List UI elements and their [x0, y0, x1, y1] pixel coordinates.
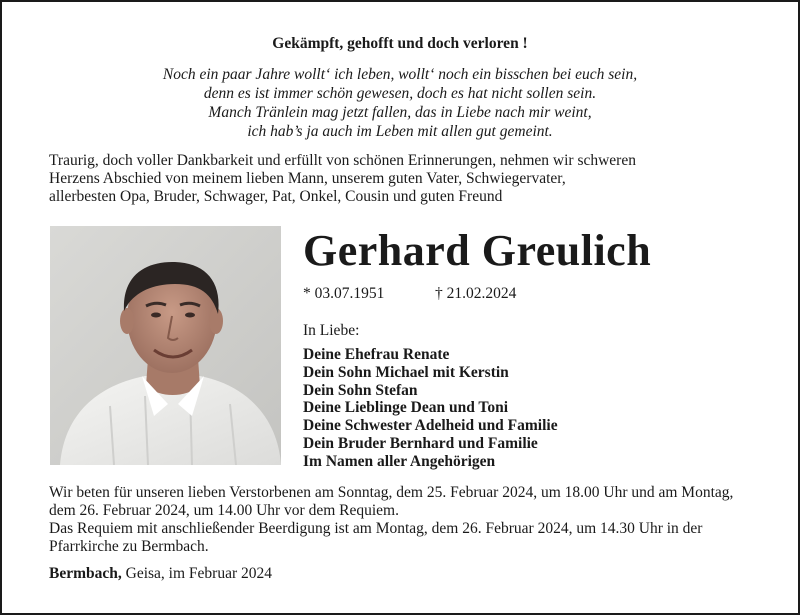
- deceased-name: Gerhard Greulich: [303, 226, 652, 275]
- mourner: Im Namen aller Angehörigen: [303, 452, 496, 470]
- in-love-label: In Liebe:: [303, 322, 360, 339]
- town: Bermbach,: [49, 565, 122, 582]
- service-info: [49, 484, 758, 556]
- death-date: † 21.02.2024: [435, 285, 517, 302]
- poem-line: Noch ein paar Jahre wollt‘ ich leben, wollt‘ noch ein bisschen bei euch sein,: [162, 66, 638, 83]
- mourners-list: [303, 346, 558, 471]
- mourner: Deine Ehefrau Renate: [303, 346, 450, 363]
- mourner: Dein Sohn Michael mit Kerstin: [303, 363, 509, 381]
- portrait-photo: [50, 226, 281, 465]
- mourner: Deine Schwester Adelheid und Familie: [303, 417, 558, 435]
- life-dates: [303, 285, 517, 303]
- poem-line: Manch Tränlein mag jetzt fallen, das in Liebe nach mir weint,: [208, 104, 592, 121]
- portrait-image: [50, 226, 281, 465]
- motto: Gekämpft, gehofft und doch verloren !: [272, 35, 528, 52]
- place-rest: Geisa, im Februar 2024: [121, 565, 272, 582]
- intro-text: [49, 152, 758, 206]
- poem: [2, 65, 798, 141]
- requiem-text: Das Requiem mit anschließender Beerdigung ist am Montag, dem 26. Februar 2024, um 14.30 Uhr in der Pfarrkirche zu Bermbach.: [49, 520, 703, 555]
- intro-line: Herzens Abschied von meinem lieben Mann, unserem guten Vater, Schwiegervater,: [49, 170, 566, 187]
- place-date-line: [49, 565, 272, 583]
- mourner: Dein Sohn Stefan: [303, 381, 418, 399]
- prayer-service-text: Wir beten für unseren lieben Verstorbenen am Sonntag, dem 25. Februar 2024, um 18.00 Uhr und am Montag, dem 26. Februar 2024, um 14.00 Uhr vor dem Requiem.: [49, 484, 734, 519]
- mourner: Dein Bruder Bernhard und Familie: [303, 434, 538, 452]
- intro-line: allerbesten Opa, Bruder, Schwager, Pat, Onkel, Cousin und guten Freund: [49, 188, 503, 205]
- intro-line: Traurig, doch voller Dankbarkeit und erfüllt von schönen Erinnerungen, nehmen wir schweren: [49, 152, 636, 169]
- poem-line: denn es ist immer schön gewesen, doch es hat nicht sollen sein.: [203, 85, 597, 102]
- birth-date: * 03.07.1951: [303, 285, 385, 302]
- poem-line: ich hab’s ja auch im Leben mit allen gut gemeint.: [247, 123, 553, 140]
- mourner: Deine Lieblinge Dean und Toni: [303, 399, 509, 417]
